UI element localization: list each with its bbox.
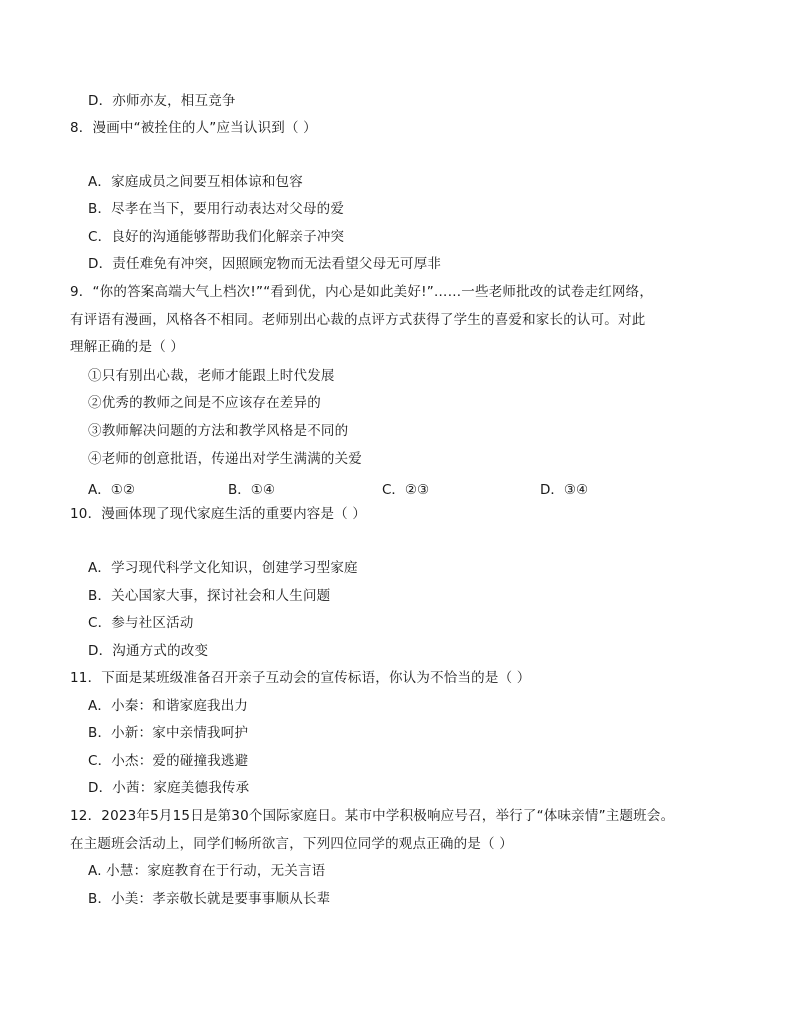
- q9-stem-line-1: 9．“你的答案高端大气上档次!”“看到优，内心是如此美好!”……一些老师批改的试卷走红网络，: [70, 284, 654, 300]
- q7-option-d: D．亦师亦友，相互竞争: [88, 93, 236, 109]
- q11-option-c: C．小杰：爱的碰撞我逃避: [88, 753, 249, 769]
- q9-statement-2: ②优秀的教师之间是不应该存在差异的: [88, 395, 321, 411]
- q11-option-d: D．小茜：家庭美德我传承: [88, 780, 250, 796]
- q12-stem-line-1: 12．2023年5月15日是第30个国际家庭日。某市中学积极响应号召，举行了“体味亲情”主题班会。: [70, 808, 675, 824]
- q9-options-row: [88, 478, 648, 496]
- q12-stem-line-2: 在主题班会活动上，同学们畅所欲言，下列四位同学的观点正确的是（ ）: [70, 836, 513, 852]
- q9-option-b: B．①④: [228, 482, 275, 498]
- q10-option-d: D．沟通方式的改变: [88, 643, 209, 659]
- q11-option-a: A．小秦：和谐家庭我出力: [88, 698, 249, 714]
- q8-option-d: D．责任难免有冲突，因照顾宠物而无法看望父母无可厚非: [88, 256, 442, 272]
- q12-option-a: A. 小慧：家庭教育在于行动，无关言语: [88, 863, 326, 879]
- q11-stem: 11．下面是某班级准备召开亲子互动会的宣传标语，你认为不恰当的是（ ）: [70, 670, 531, 686]
- q9-stem-line-3: 理解正确的是（ ）: [70, 339, 185, 355]
- q10-option-a: A．学习现代科学文化知识，创建学习型家庭: [88, 560, 358, 576]
- q9-stem-line-2: 有评语有漫画，风格各不相同。老师别出心裁的点评方式获得了学生的喜爱和家长的认可。对此: [70, 312, 646, 328]
- q8-option-a: A．家庭成员之间要互相体谅和包容: [88, 174, 303, 190]
- q9-option-d: D．③④: [540, 482, 589, 498]
- q8-option-c: C．良好的沟通能够帮助我们化解亲子冲突: [88, 229, 345, 245]
- q9-statement-3: ③教师解决问题的方法和教学风格是不同的: [88, 423, 349, 439]
- q9-option-a: A．①②: [88, 482, 135, 498]
- q9-statement-4: ④老师的创意批语，传递出对学生满满的关爱: [88, 451, 362, 467]
- q9-option-c: C．②③: [382, 482, 430, 498]
- q10-option-b: B．关心国家大事，探讨社会和人生问题: [88, 588, 331, 604]
- q8-option-b: B．尽孝在当下，要用行动表达对父母的爱: [88, 201, 345, 217]
- q10-option-c: C．参与社区活动: [88, 615, 194, 631]
- q8-stem: 8．漫画中“被拴住的人”应当认识到（ ）: [70, 120, 317, 136]
- q11-option-b: B．小新：家中亲情我呵护: [88, 725, 249, 741]
- q12-option-b: B．小美：孝亲敬长就是要事事顺从长辈: [88, 891, 331, 907]
- q9-statement-1: ①只有别出心裁，老师才能跟上时代发展: [88, 368, 335, 384]
- q10-stem: 10．漫画体现了现代家庭生活的重要内容是（ ）: [70, 506, 367, 522]
